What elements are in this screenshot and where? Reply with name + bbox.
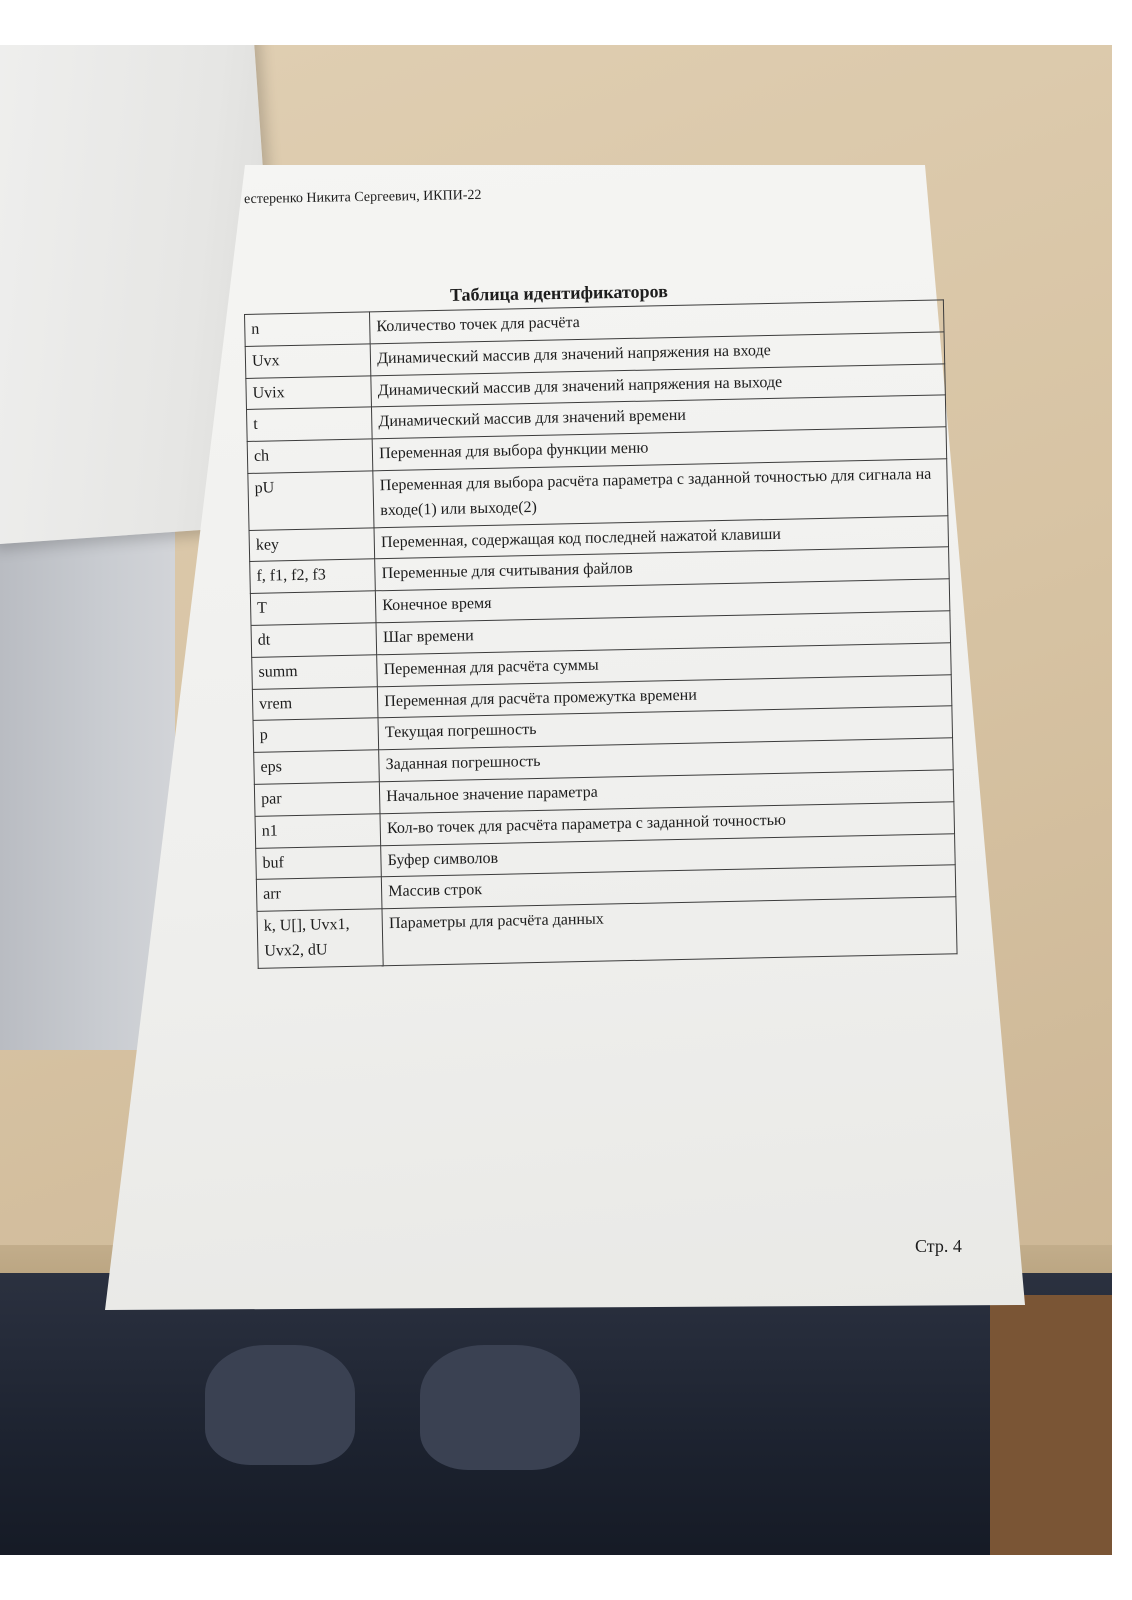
identifier-cell: par xyxy=(254,782,380,816)
identifier-cell: f, f1, f2, f3 xyxy=(250,559,376,593)
description-cell: Переменная для выбора расчёта параметра с заданной точностью для сигнала на входе(1) или выходе(2) xyxy=(373,459,948,528)
description-cell: Динамический массив для значений напряжения на входе xyxy=(370,332,944,376)
table-title: Таблица идентификаторов xyxy=(449,281,669,305)
description-cell: Переменная для расчёта суммы xyxy=(377,643,951,687)
description-cell: Переменная, содержащая код последней нажатой клавиши xyxy=(374,515,948,559)
description-cell: Количество точек для расчёта xyxy=(370,300,944,344)
description-cell: Массив строк xyxy=(381,865,955,909)
identifier-cell: key xyxy=(249,527,375,561)
description-cell: Кол-во точек для расчёта параметра с заданной точностью xyxy=(380,801,954,845)
description-cell: Динамический массив для значений напряжения на выходе xyxy=(371,363,945,407)
identifier-cell: Uvx xyxy=(245,344,371,378)
identifier-cell: T xyxy=(250,591,376,625)
page-number: Стр. 4 xyxy=(915,1236,962,1256)
identifier-cell: n1 xyxy=(255,814,381,848)
description-cell: Начальное значение параметра xyxy=(379,770,953,814)
description-cell: Конечное время xyxy=(376,579,950,623)
identifier-cell: k, U[], Uvx1, Uvx2, dU xyxy=(257,909,383,968)
description-cell: Шаг времени xyxy=(376,611,950,655)
author-header: естеренко Никита Сергеевич, ИКПИ-22 xyxy=(243,187,482,208)
description-cell: Переменная для выбора функции меню xyxy=(372,427,946,471)
identifier-cell: pU xyxy=(248,471,374,530)
identifier-cell: Uvix xyxy=(246,375,372,409)
description-cell: Параметры для расчёта данных xyxy=(382,897,957,966)
identifier-cell: ch xyxy=(247,439,373,473)
identifier-cell: t xyxy=(247,407,373,441)
description-cell: Динамический массив для значений времени xyxy=(372,395,946,439)
identifier-cell: p xyxy=(253,718,379,752)
identifier-cell: eps xyxy=(254,750,380,784)
identifier-cell: buf xyxy=(256,845,382,879)
description-cell: Заданная погрешность xyxy=(379,738,953,782)
identifier-cell: arr xyxy=(256,877,382,911)
identifier-cell: n xyxy=(245,312,371,346)
description-cell: Текущая погрешность xyxy=(378,706,952,750)
description-cell: Буфер символов xyxy=(381,833,955,877)
identifiers-table xyxy=(244,299,958,968)
identifier-cell: summ xyxy=(252,655,378,689)
identifier-cell: vrem xyxy=(252,686,378,720)
description-cell: Переменные для считывания файлов xyxy=(375,547,949,591)
description-cell: Переменная для расчёта промежутка времени xyxy=(377,674,951,718)
identifier-cell: dt xyxy=(251,623,377,657)
